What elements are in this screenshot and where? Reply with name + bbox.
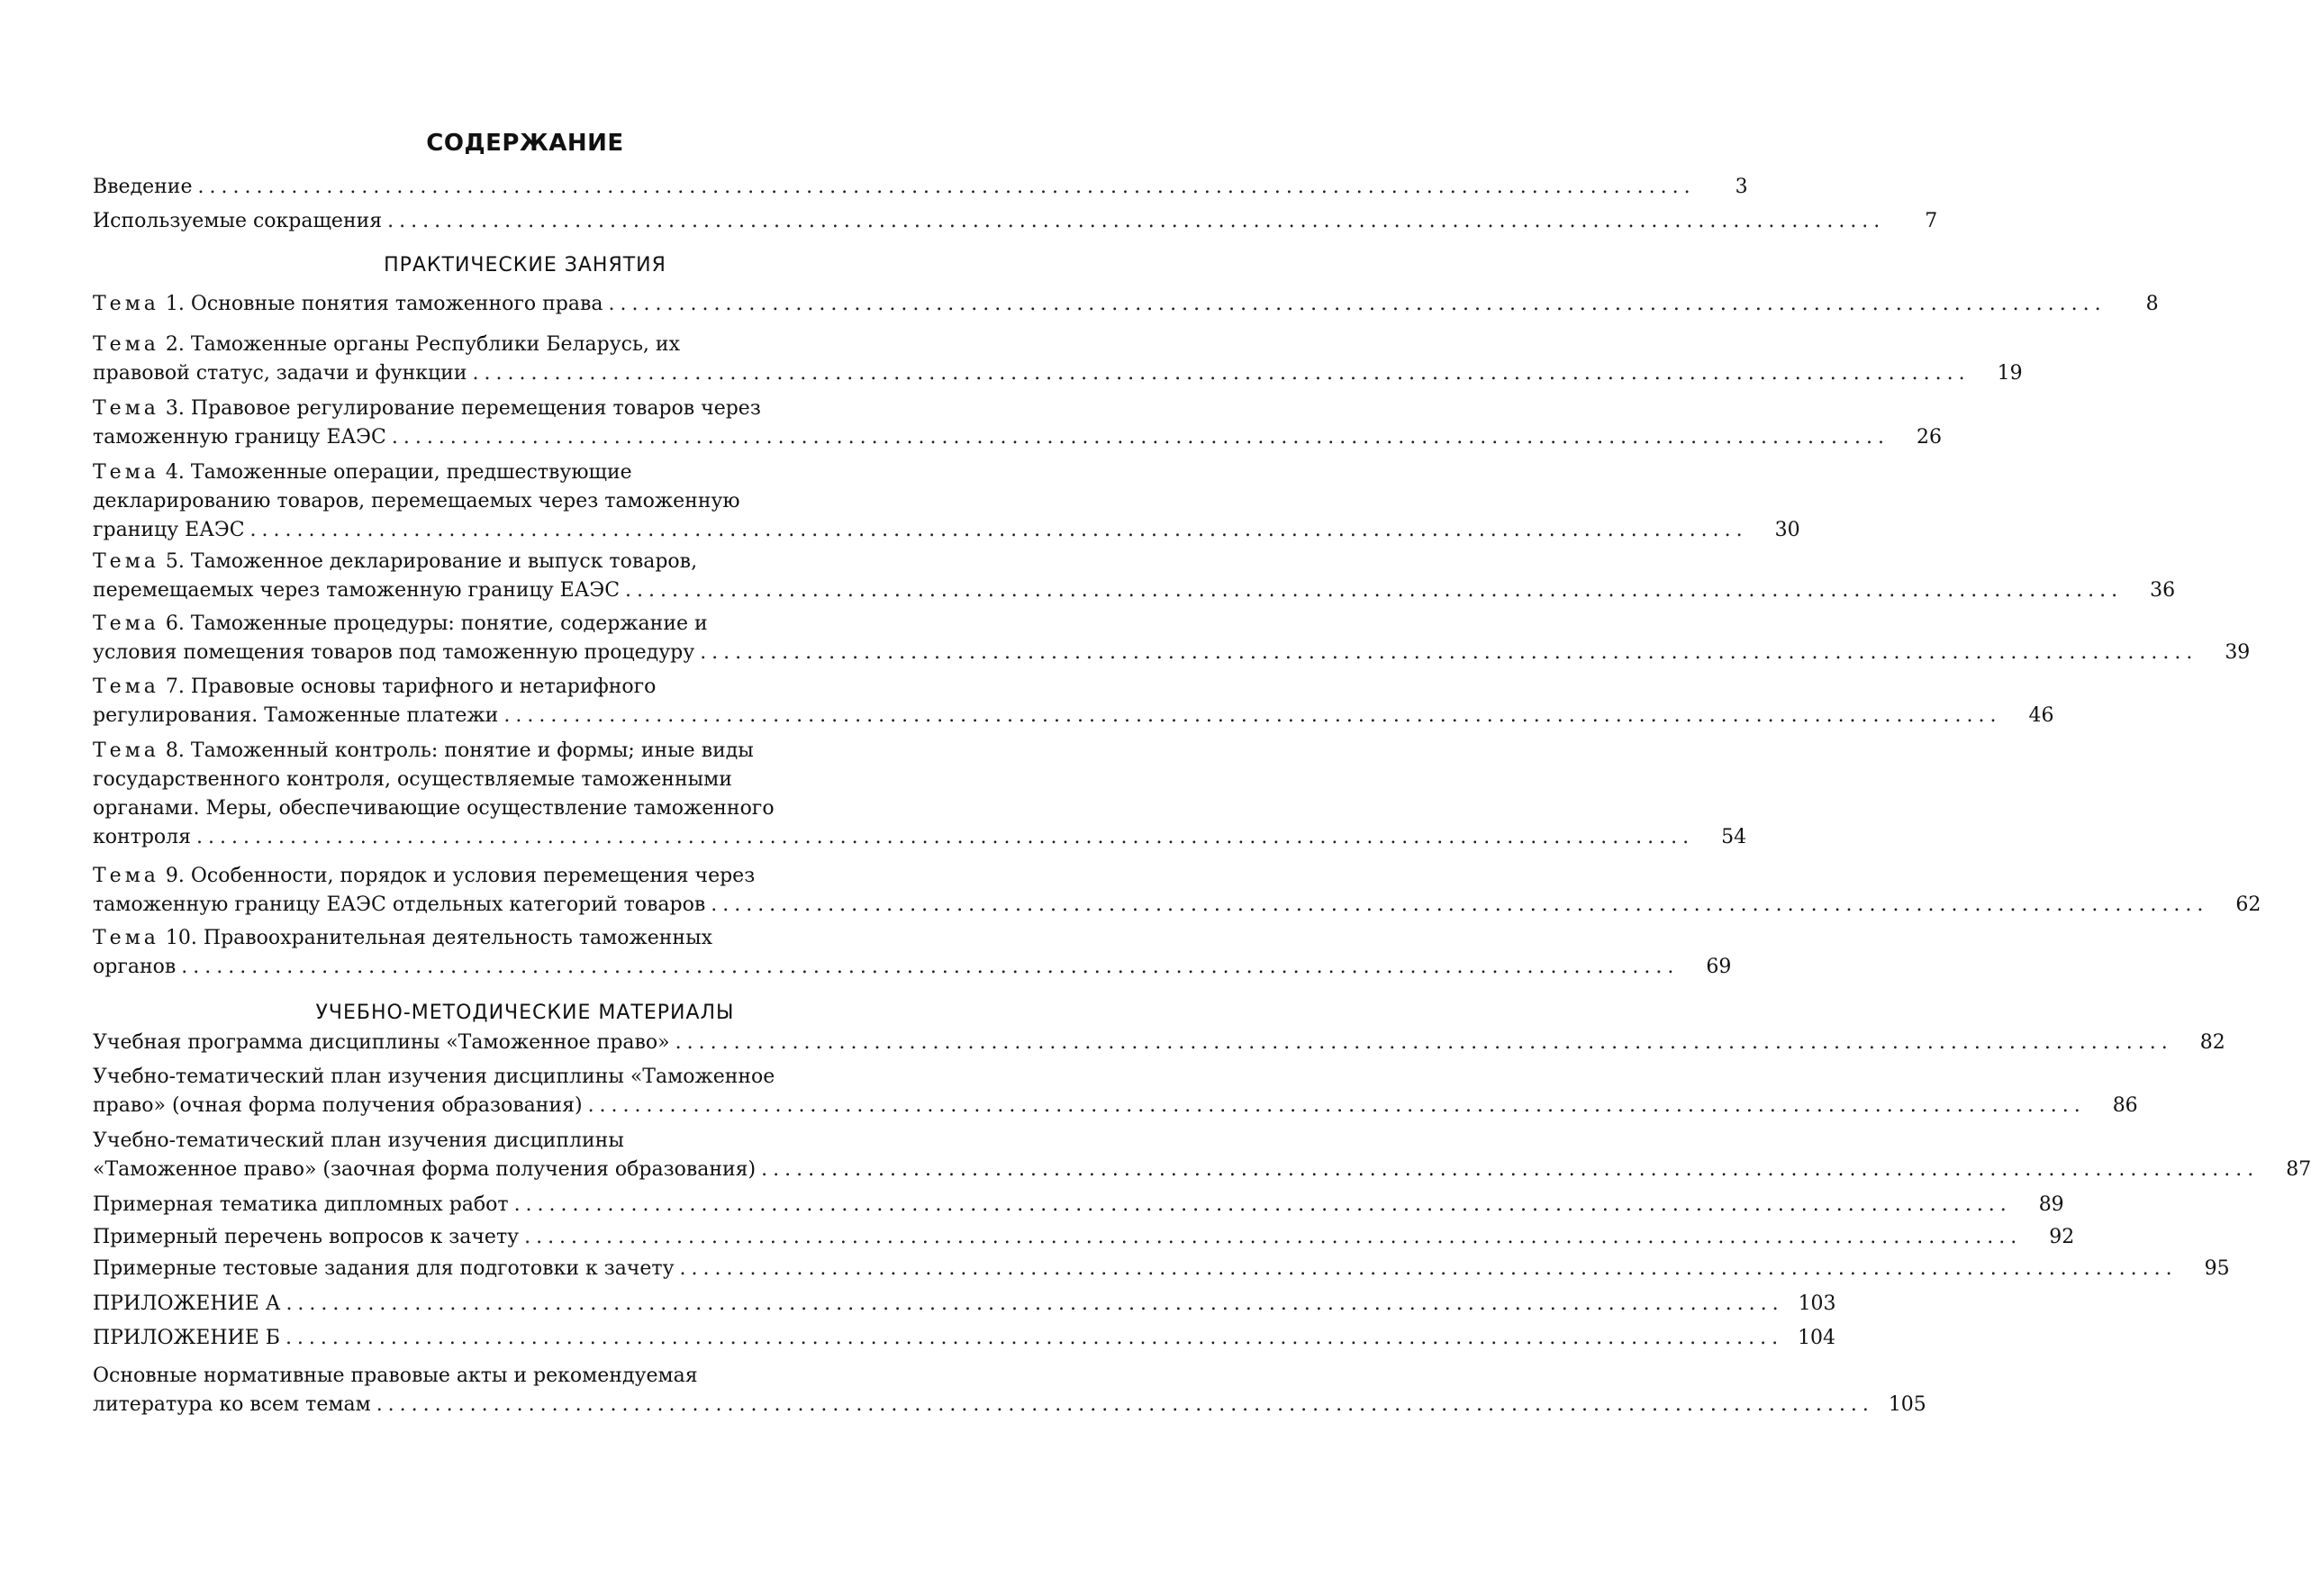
- entry-title: [93, 1092, 583, 1120]
- entry-line-text: 5. Таможенное декларирование и выпуск товаров,: [159, 550, 698, 573]
- entry-line: [93, 610, 885, 639]
- entry-title: [93, 1324, 280, 1353]
- leader-dots: ................................................................................................................................: [503, 704, 2002, 727]
- entry-line-text: 6. Таможенные процедуры: понятие, содержание и: [159, 612, 708, 635]
- page-number: 89: [2038, 1193, 2064, 1216]
- entry-last-line: [93, 823, 1747, 852]
- page-number: 103: [1798, 1292, 1836, 1315]
- entry-title-text: право» (очная форма получения образования): [93, 1094, 583, 1117]
- entry-title-text: «Таможенное право» (заочная форма получения образования): [93, 1158, 757, 1181]
- entry-title: [93, 1029, 670, 1057]
- entry-line: [93, 766, 885, 794]
- entry-title: [93, 576, 620, 605]
- entry-title: [93, 1391, 371, 1419]
- section-heading-materials: УЧЕБНО-МЕТОДИЧЕСКИЕ МАТЕРИАЛЫ: [315, 1002, 735, 1024]
- entry-last-line: [93, 1391, 1926, 1419]
- entry-line-text: 9. Особенности, порядок и условия перемещения через: [159, 865, 756, 887]
- leader-dots: ................................................................................................................................: [197, 176, 1696, 198]
- entry-title: [93, 1223, 519, 1252]
- entry-line: [93, 1362, 885, 1391]
- entry-title-text: Учебная программа дисциплины «Таможенное право»: [93, 1031, 670, 1054]
- topic-prefix: Тема: [93, 550, 159, 573]
- toc-title: СОДЕРЖАНИЕ: [426, 130, 624, 157]
- topic-prefix: Тема: [93, 865, 159, 887]
- toc-material-entry: [93, 1063, 2138, 1120]
- entry-title: [93, 702, 498, 730]
- page-number: 3: [1735, 176, 1748, 198]
- entry-title: [93, 359, 467, 388]
- entry-line-text: 4. Таможенные операции, предшествующие: [159, 461, 632, 484]
- leader-dots: ................................................................................................................................: [285, 1327, 1784, 1349]
- entry-title: [93, 823, 191, 852]
- entry-line-text: 7. Правовые основы тарифного и нетарифного: [159, 676, 657, 698]
- entry-title-text: 1. Основные понятия таможенного права: [159, 293, 603, 315]
- entry-title-text: условия помещения товаров под таможенную процедуру: [93, 641, 695, 664]
- topic-prefix: Тема: [93, 927, 159, 949]
- entry-last-line: [93, 173, 1748, 202]
- leader-dots: ................................................................................................................................: [587, 1094, 2086, 1117]
- entry-title: [93, 953, 176, 982]
- page-number: 82: [2199, 1031, 2225, 1054]
- leader-dots: ................................................................................................................................: [472, 362, 1971, 385]
- toc-topic-entry: [93, 737, 1747, 852]
- topic-prefix: Тема: [93, 676, 159, 698]
- entry-last-line: [93, 516, 1800, 545]
- page-number: 36: [2150, 579, 2176, 602]
- entry-title-text: таможенную границу ЕАЭС отдельных категорий товаров: [93, 893, 706, 916]
- page-number: 87: [2286, 1158, 2311, 1181]
- entry-line: [93, 862, 885, 891]
- entry-line-text: декларированию товаров, перемещаемых через таможенную: [93, 490, 740, 512]
- entry-title-text: литература ко всем темам: [93, 1393, 371, 1416]
- entry-title-text: органов: [93, 956, 177, 978]
- entry-title: [93, 290, 603, 319]
- topic-prefix: Тема: [93, 461, 159, 484]
- leader-dots: ................................................................................................................................: [625, 579, 2124, 602]
- entry-line: [93, 1127, 885, 1156]
- page-number: 54: [1721, 826, 1747, 848]
- entry-line: [93, 548, 885, 576]
- entry-title: [93, 1255, 675, 1283]
- entry-last-line: [93, 891, 2261, 920]
- toc-material-entry: [93, 1191, 2064, 1220]
- entry-title: [93, 639, 694, 667]
- entry-title-text: правовой статус, задачи и функции: [93, 362, 467, 385]
- entry-last-line: [93, 1223, 2075, 1252]
- leader-dots: ................................................................................................................................: [675, 1031, 2173, 1054]
- leader-dots: ................................................................................................................................: [196, 826, 1695, 848]
- page-number: 19: [1997, 362, 2023, 385]
- page-number: 86: [2112, 1094, 2138, 1117]
- leader-dots: ................................................................................................................................: [376, 1393, 1874, 1416]
- leader-dots: ................................................................................................................................: [711, 893, 2209, 916]
- entry-last-line: [93, 639, 2251, 667]
- entry-line-text: 8. Таможенный контроль: понятие и формы; иные виды: [159, 739, 754, 762]
- entry-title-text: Примерный перечень вопросов к зачету: [93, 1226, 520, 1248]
- entry-last-line: [93, 207, 1938, 236]
- toc-entry: [93, 207, 1938, 236]
- entry-last-line: [93, 1029, 2225, 1057]
- toc-entry: [93, 173, 1748, 202]
- entry-title: [93, 423, 386, 452]
- page-number: 69: [1706, 956, 1732, 978]
- toc-material-entry: [93, 1362, 1926, 1419]
- entry-title-text: ПРИЛОЖЕНИЕ Б: [93, 1327, 280, 1349]
- entry-title-text: Используемые сокращения: [93, 210, 383, 232]
- entry-title: [93, 173, 192, 202]
- page-number: 62: [2235, 893, 2261, 916]
- leader-dots: ................................................................................................................................: [608, 293, 2107, 315]
- entry-title-text: контроля: [93, 826, 192, 848]
- entry-title: [93, 1156, 756, 1184]
- toc-topic-entry: [93, 331, 2023, 388]
- entry-title-text: границу ЕАЭС: [93, 519, 245, 541]
- topic-prefix: Тема: [93, 333, 159, 356]
- toc-topic-entry: [93, 673, 2054, 730]
- entry-line-text: 10. Правоохранительная деятельность таможенных: [159, 927, 712, 949]
- entry-title-text: Введение: [93, 176, 193, 198]
- entry-line: [93, 331, 885, 359]
- entry-line-text: Учебно-тематический план изучения дисциплины «Таможенное: [93, 1066, 775, 1088]
- entry-title-text: регулирования. Таможенные платежи: [93, 704, 499, 727]
- topic-prefix: Тема: [93, 293, 159, 315]
- page-number: 105: [1888, 1393, 1926, 1416]
- entry-line-text: 3. Правовое регулирование перемещения товаров через: [159, 397, 761, 420]
- page-number: 8: [2145, 293, 2159, 315]
- entry-last-line: [93, 576, 2176, 605]
- toc-material-entry: [93, 1255, 2230, 1283]
- toc-material-entry: [93, 1029, 2225, 1057]
- entry-title-text: Примерные тестовые задания для подготовки к зачету: [93, 1257, 675, 1280]
- leader-dots: ................................................................................................................................: [679, 1257, 2178, 1280]
- entry-line-text: органами. Меры, обеспечивающие осуществление таможенного: [93, 797, 775, 820]
- page-number: 104: [1798, 1327, 1836, 1349]
- entry-last-line: [93, 359, 2023, 388]
- entry-last-line: [93, 1191, 2064, 1220]
- page-number: 30: [1774, 519, 1800, 541]
- toc-topic-entry: [93, 458, 1800, 545]
- page-number: 39: [2225, 641, 2251, 664]
- entry-line-text: государственного контроля, осуществляемые таможенными: [93, 768, 732, 791]
- entry-last-line: [93, 953, 1732, 982]
- entry-title: [93, 891, 705, 920]
- entry-title: [93, 207, 382, 236]
- entry-line: [93, 487, 885, 516]
- toc-topic-entry: [93, 610, 2251, 667]
- entry-line: [93, 924, 885, 953]
- entry-line-text: 2. Таможенные органы Республики Беларусь, их: [159, 333, 680, 356]
- entry-last-line: [93, 702, 2054, 730]
- leader-dots: ................................................................................................................................: [700, 641, 2198, 664]
- page-number: 92: [2049, 1226, 2075, 1248]
- entry-line: [93, 737, 885, 766]
- toc-topic-entry: [93, 924, 1732, 982]
- entry-line: [93, 1063, 885, 1092]
- topic-prefix: Тема: [93, 739, 159, 762]
- leader-dots: ................................................................................................................................: [391, 426, 1890, 449]
- entry-line-text: Учебно-тематический план изучения дисциплины: [93, 1129, 624, 1152]
- page-number: 95: [2204, 1257, 2230, 1280]
- entry-last-line: [93, 290, 2159, 319]
- toc-material-entry: [93, 1324, 1836, 1353]
- toc-material-entry: [93, 1127, 2311, 1184]
- page-number: 7: [1925, 210, 1938, 232]
- toc-topic-entry: [93, 862, 2261, 920]
- entry-line: [93, 458, 885, 487]
- section-heading-practical: ПРАКТИЧЕСКИЕ ЗАНЯТИЯ: [384, 254, 666, 277]
- leader-dots: ................................................................................................................................: [524, 1226, 2023, 1248]
- entry-title-text: Примерная тематика дипломных работ: [93, 1193, 509, 1216]
- toc-topic-entry: [93, 290, 2159, 319]
- topic-prefix: Тема: [93, 397, 159, 420]
- page-number: 26: [1916, 426, 1942, 449]
- entry-last-line: [93, 1156, 2311, 1184]
- entry-last-line: [93, 1324, 1836, 1353]
- leader-dots: ................................................................................................................................: [285, 1292, 1784, 1315]
- toc-material-entry: [93, 1290, 1836, 1319]
- toc-topic-entry: [93, 548, 2176, 605]
- page-number: 46: [2028, 704, 2054, 727]
- entry-last-line: [93, 423, 1942, 452]
- entry-last-line: [93, 1290, 1836, 1319]
- entry-line-text: Основные нормативные правовые акты и рекомендуемая: [93, 1365, 698, 1387]
- leader-dots: ................................................................................................................................: [387, 210, 1886, 232]
- entry-title-text: ПРИЛОЖЕНИЕ А: [93, 1292, 281, 1315]
- entry-title: [93, 1191, 509, 1220]
- entry-title: [93, 516, 245, 545]
- entry-last-line: [93, 1092, 2138, 1120]
- entry-last-line: [93, 1255, 2230, 1283]
- toc-material-entry: [93, 1223, 2075, 1252]
- entry-line: [93, 673, 885, 702]
- leader-dots: ................................................................................................................................: [181, 956, 1680, 978]
- entry-line: [93, 394, 885, 423]
- leader-dots: ................................................................................................................................: [249, 519, 1748, 541]
- entry-title-text: таможенную границу ЕАЭС: [93, 426, 386, 449]
- topic-prefix: Тема: [93, 612, 159, 635]
- entry-title-text: перемещаемых через таможенную границу ЕАЭС: [93, 579, 621, 602]
- entry-title: [93, 1290, 280, 1319]
- leader-dots: ................................................................................................................................: [761, 1158, 2260, 1181]
- leader-dots: ................................................................................................................................: [513, 1193, 2012, 1216]
- entry-line: [93, 794, 885, 823]
- toc-topic-entry: [93, 394, 1942, 452]
